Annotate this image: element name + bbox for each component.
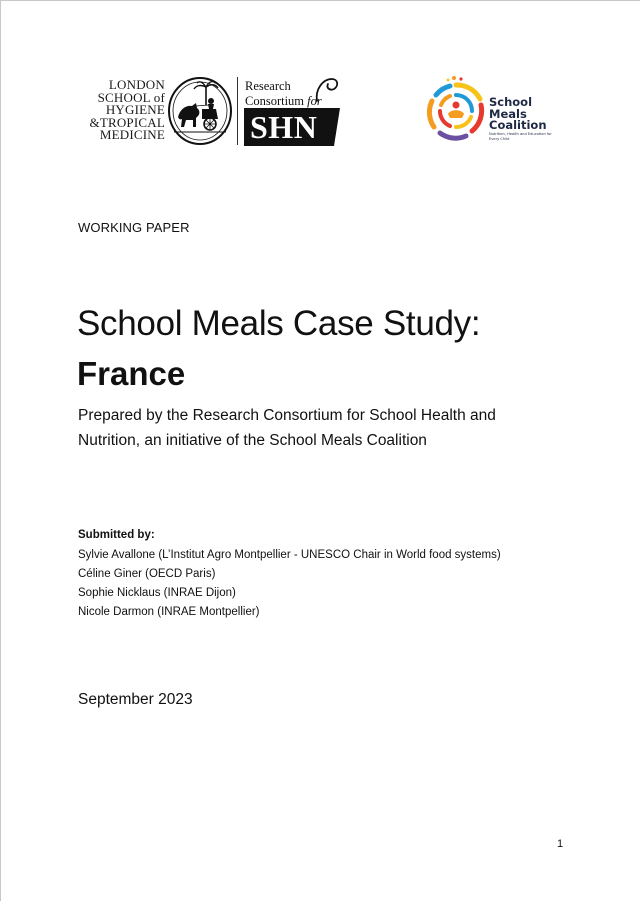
lshtm-line: MEDICINE [99,127,165,143]
publication-date: September 2023 [78,691,193,708]
rc-logo-for: for [307,94,322,108]
smc-logo-tagline: Nutrition, Health and Education for Every Child [489,132,552,141]
prepared-by-text: Prepared by the Research Consortium for School Health and Nutrition, an initiative of the School Meals Coalition [78,407,496,449]
lshtm-line: SCHOOL of [97,89,165,105]
lshtm-line: LONDON [108,77,165,92]
smc-logo-title [489,97,547,132]
swirl-icon [313,75,341,105]
page-number: 1 [557,838,564,850]
rc-logo-line2 [245,94,322,109]
author-line: Céline Giner (OECD Paris) [78,568,216,580]
logo-divider [237,77,238,145]
lshtm-line: HYGIENE [105,102,165,118]
smc-logo-line: Meals [489,106,527,121]
author-line: Sylvie Avallone (L’Institut Agro Montpellier - UNESCO Chair in World food systems) [78,549,501,561]
school-meals-coalition-logo-icon [426,75,486,147]
smc-logo-line: Coalition [489,118,547,132]
lshtm-line: &TROPICAL [89,114,165,130]
shn-logo-text: SHN [250,109,318,145]
author-list [78,546,548,622]
rc-logo-line1: Research [245,79,291,93]
smc-logo-line: School [489,95,533,109]
author-line: Nicole Darmon (INRAE Montpellier) [78,606,260,618]
document-title: School Meals Case Study: [77,304,481,343]
submitted-by-heading: Submitted by: [78,529,155,541]
document-subtitle: France [77,355,186,392]
lshtm-crest-icon [166,75,234,147]
rc-logo-consortium: Consortium [245,94,305,108]
lshtm-logo-text [87,79,165,142]
author-line: Sophie Nicklaus (INRAE Dijon) [78,587,236,599]
document-label: WORKING PAPER [78,220,190,235]
